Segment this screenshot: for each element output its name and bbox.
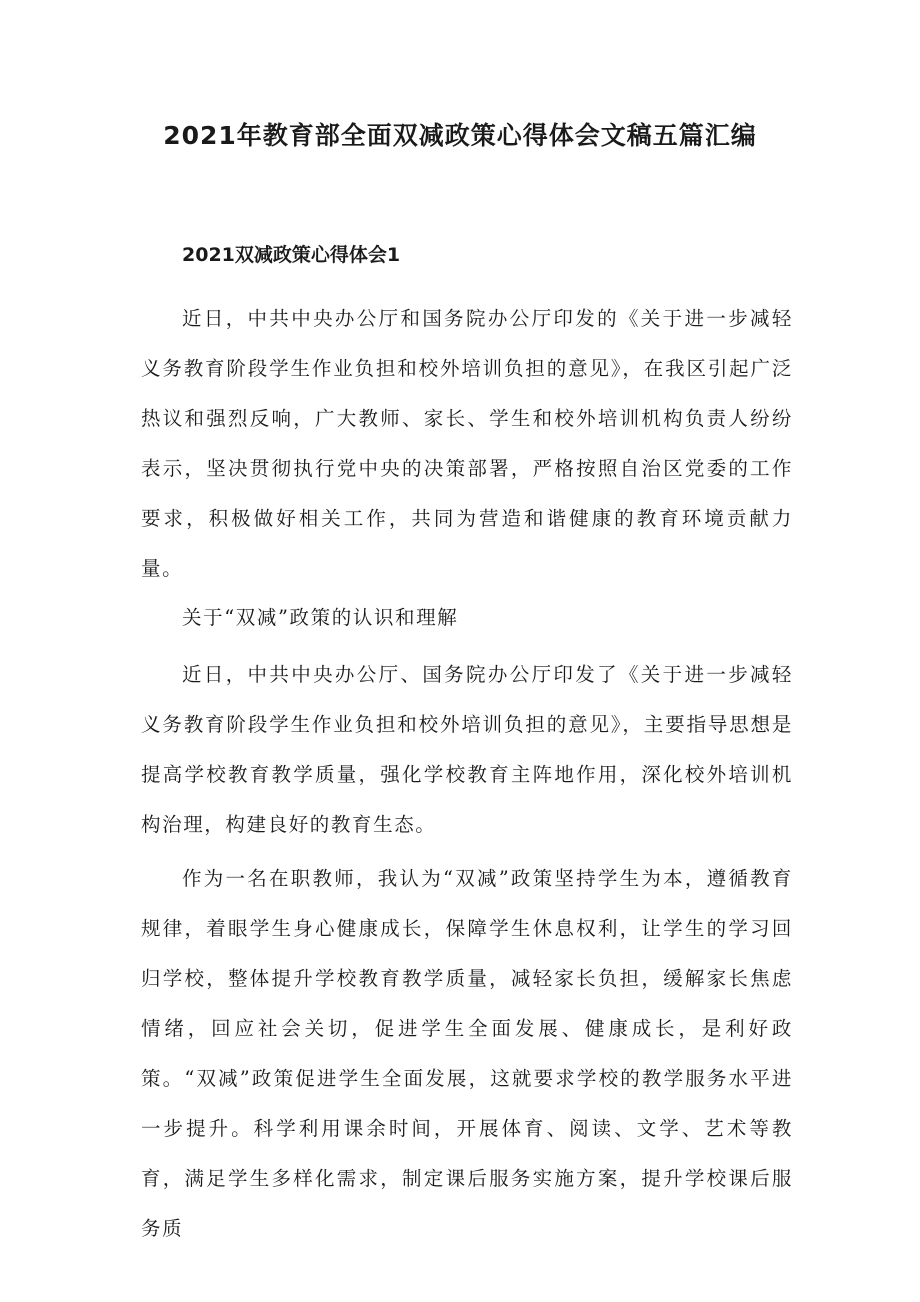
- paragraph-1: 近日，中共中央办公厅和国务院办公厅印发的《关于进一步减轻义务教育阶段学生作业负担和校外培训负担的意见》，在我区引起广泛热议和强烈反响，广大教师、家长、学生和校外培训机构负责人纷纷表示，坚决贯彻执行党中央的决策部署，严格按照自治区党委的工作要求，积极做好相关工作，共同为营造和谐健康的教育环境贡献力量。: [141, 307, 793, 580]
- paragraph-3: 近日，中共中央办公厅、国务院办公厅印发了《关于进一步减轻义务教育阶段学生作业负担和校外培训负担的意见》，主要指导思想是提高学校教育教学质量，强化学校教育主阵地作用，深化校外培训机构治理，构建良好的教育生态。: [141, 663, 793, 836]
- paragraph-2: 关于“双减”政策的认识和理解: [182, 606, 459, 629]
- section-heading: 2021双减政策心得体会1: [182, 244, 401, 266]
- paragraph-4: 作为一名在职教师，我认为“双减”政策坚持学生为本，遵循教育规律，着眼学生身心健康成长，保障学生休息权利，让学生的学习回归学校，整体提升学校教育教学质量，减轻家长负担，缓解家长焦虑情绪，回应社会关切，促进学生全面发展、健康成长，是利好政策。“双减”政策促进学生全面发展，这就要求学校的教学服务水平进一步提升。科学利用课余时间，开展体育、阅读、文学、艺术等教育，满足学生多样化需求，制定课后服务实施方案，提升学校课后服务质: [141, 867, 793, 1240]
- document-title: 2021年教育部全面双减政策心得体会文稿五篇汇编: [163, 121, 757, 150]
